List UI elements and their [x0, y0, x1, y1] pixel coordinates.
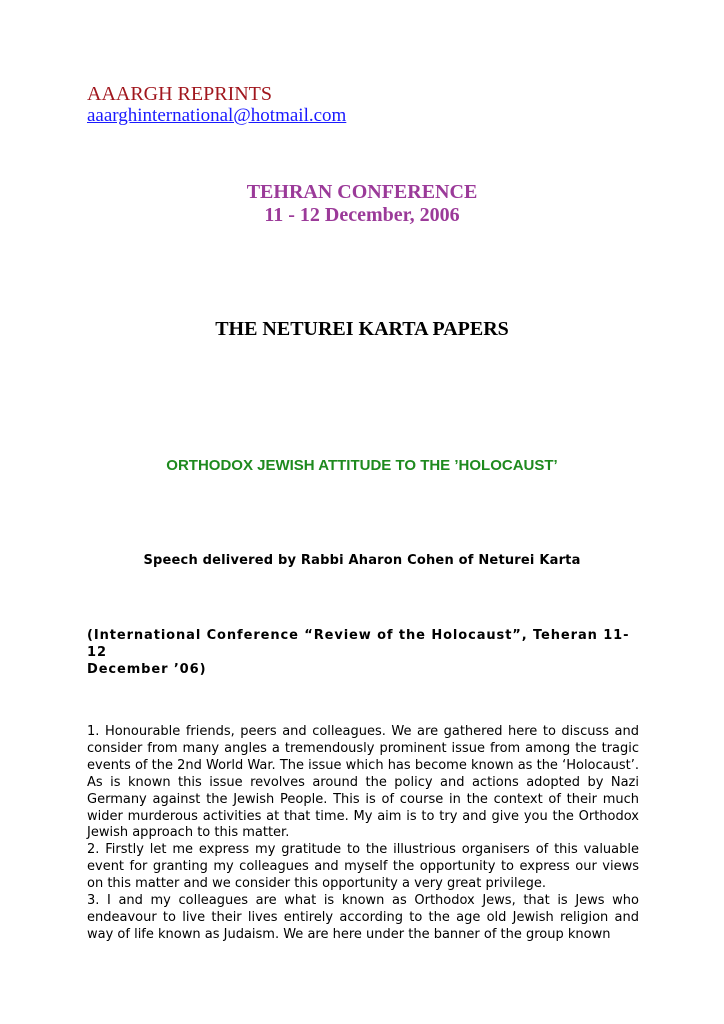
conference-title: TEHRAN CONFERENCE	[246, 181, 478, 203]
header-title: AAARGH REPRINTS	[87, 83, 273, 105]
section-title: ORTHODOX JEWISH ATTITUDE TO THE ’HOLOCAUST’	[166, 457, 558, 474]
paragraph: 2. Firstly let me express my gratitude to the illustrious organisers of this valuable event for granting my colleagues and myself the opportunity to express our views on this matter and we consider this opportunity a very great privilege.	[87, 842, 639, 892]
papers-title: THE NETUREI KARTA PAPERS	[215, 318, 509, 340]
paragraph: 1. Honourable friends, peers and colleagues. We are gathered here to discuss and consider from many angles a tremendously prominent issue from among the tragic events of the 2nd World War. The issue which has become known as the ‘Holocaust’. As is known this issue revolves around the policy and actions adopted by Nazi Germany against the Jewish People. This is of course in the context of their much wider murderous activities at that time. My aim is to try and give you the Orthodox Jewish approach to this matter.	[87, 724, 639, 841]
conference-note: (International Conference “Review of the Holocaust”, Teheran 11-12 December ’06)	[87, 628, 630, 677]
conference-date: 11 - 12 December, 2006	[264, 204, 460, 226]
paragraph: 3. I and my colleagues are what is known as Orthodox Jews, that is Jews who endeavour to live their lives entirely according to the age old Jewish religion and way of life known as Judaism. We are here under the banner of the group known	[87, 893, 639, 942]
email-link[interactable]: aaarghinternational@hotmail.com	[87, 105, 347, 126]
body-text	[87, 724, 639, 944]
speech-byline: Speech delivered by Rabbi Aharon Cohen of Neturei Karta	[143, 553, 581, 568]
